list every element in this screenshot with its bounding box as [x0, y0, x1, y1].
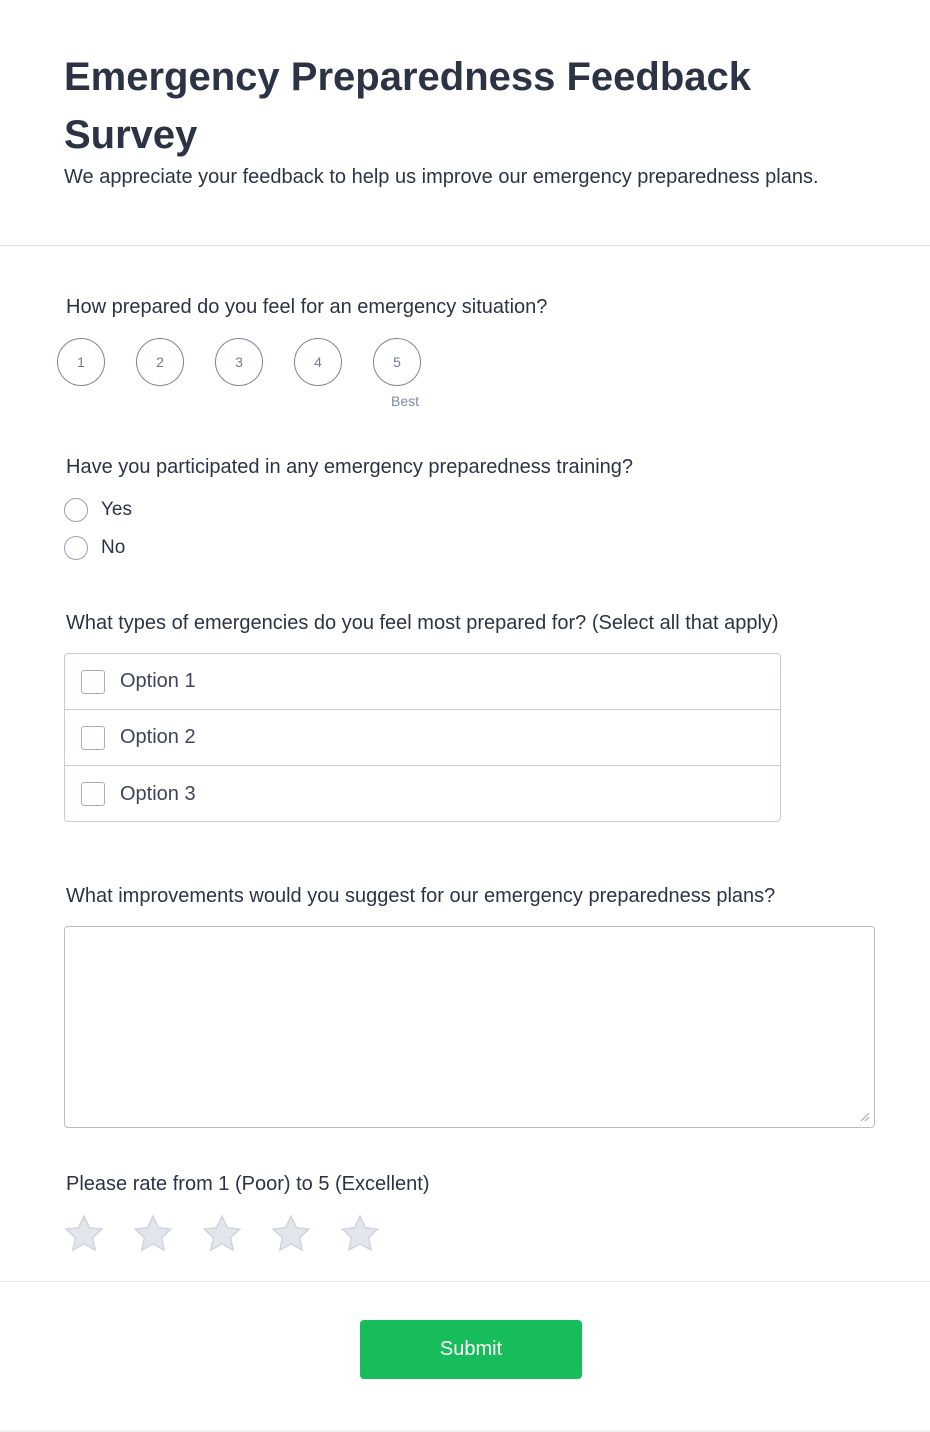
scale-option-2[interactable]: 2 — [136, 338, 184, 386]
form-header — [0, 0, 930, 246]
form-title: Emergency Preparedness Feedback Survey — [64, 55, 752, 157]
checkbox-group — [64, 653, 781, 822]
star-icon[interactable] — [132, 1213, 174, 1255]
improvements-textarea[interactable] — [64, 926, 875, 1128]
star-icon[interactable] — [201, 1213, 243, 1255]
checkbox-label: Option 1 — [120, 670, 196, 692]
form-subtitle: We appreciate your feedback to help us improve our emergency preparedness plans. — [64, 166, 819, 188]
question-preparedness-label: How prepared do you feel for an emergency situation? — [66, 296, 548, 318]
radio-label: Yes — [101, 499, 132, 520]
question-training-label: Have you participated in any emergency preparedness training? — [66, 456, 634, 478]
scale-option-4[interactable]: 4 — [294, 338, 342, 386]
checkbox[interactable] — [81, 726, 105, 750]
checkbox[interactable] — [81, 782, 105, 806]
radio-button[interactable] — [64, 536, 88, 560]
checkbox-label: Option 3 — [120, 782, 196, 805]
star-icon[interactable] — [270, 1213, 312, 1255]
radio-option-no[interactable] — [64, 535, 125, 561]
radio-button[interactable] — [64, 498, 88, 522]
scale-best-label: Best — [391, 393, 420, 409]
checkbox-option-1[interactable] — [65, 654, 780, 710]
scale-option-5[interactable]: 5 — [373, 338, 421, 386]
star-icon[interactable] — [339, 1213, 381, 1255]
question-emergency-types-label: What types of emergencies do you feel most prepared for? (Select all that apply) — [66, 612, 779, 634]
scale-option-1[interactable]: 1 — [57, 338, 105, 386]
scale-option-3[interactable]: 3 — [215, 338, 263, 386]
question-improvements-label: What improvements would you suggest for our emergency preparedness plans? — [66, 885, 776, 907]
checkbox-option-2[interactable] — [65, 710, 780, 766]
star-icon[interactable] — [63, 1213, 105, 1255]
question-rating-label: Please rate from 1 (Poor) to 5 (Excellent) — [66, 1173, 430, 1195]
radio-option-yes[interactable] — [64, 497, 132, 523]
checkbox[interactable] — [81, 670, 105, 694]
resize-handle-icon[interactable] — [858, 1110, 870, 1122]
checkbox-label: Option 2 — [120, 726, 196, 748]
radio-label: No — [101, 537, 126, 558]
submit-button[interactable]: Submit — [360, 1320, 582, 1379]
checkbox-option-3[interactable] — [65, 766, 780, 822]
